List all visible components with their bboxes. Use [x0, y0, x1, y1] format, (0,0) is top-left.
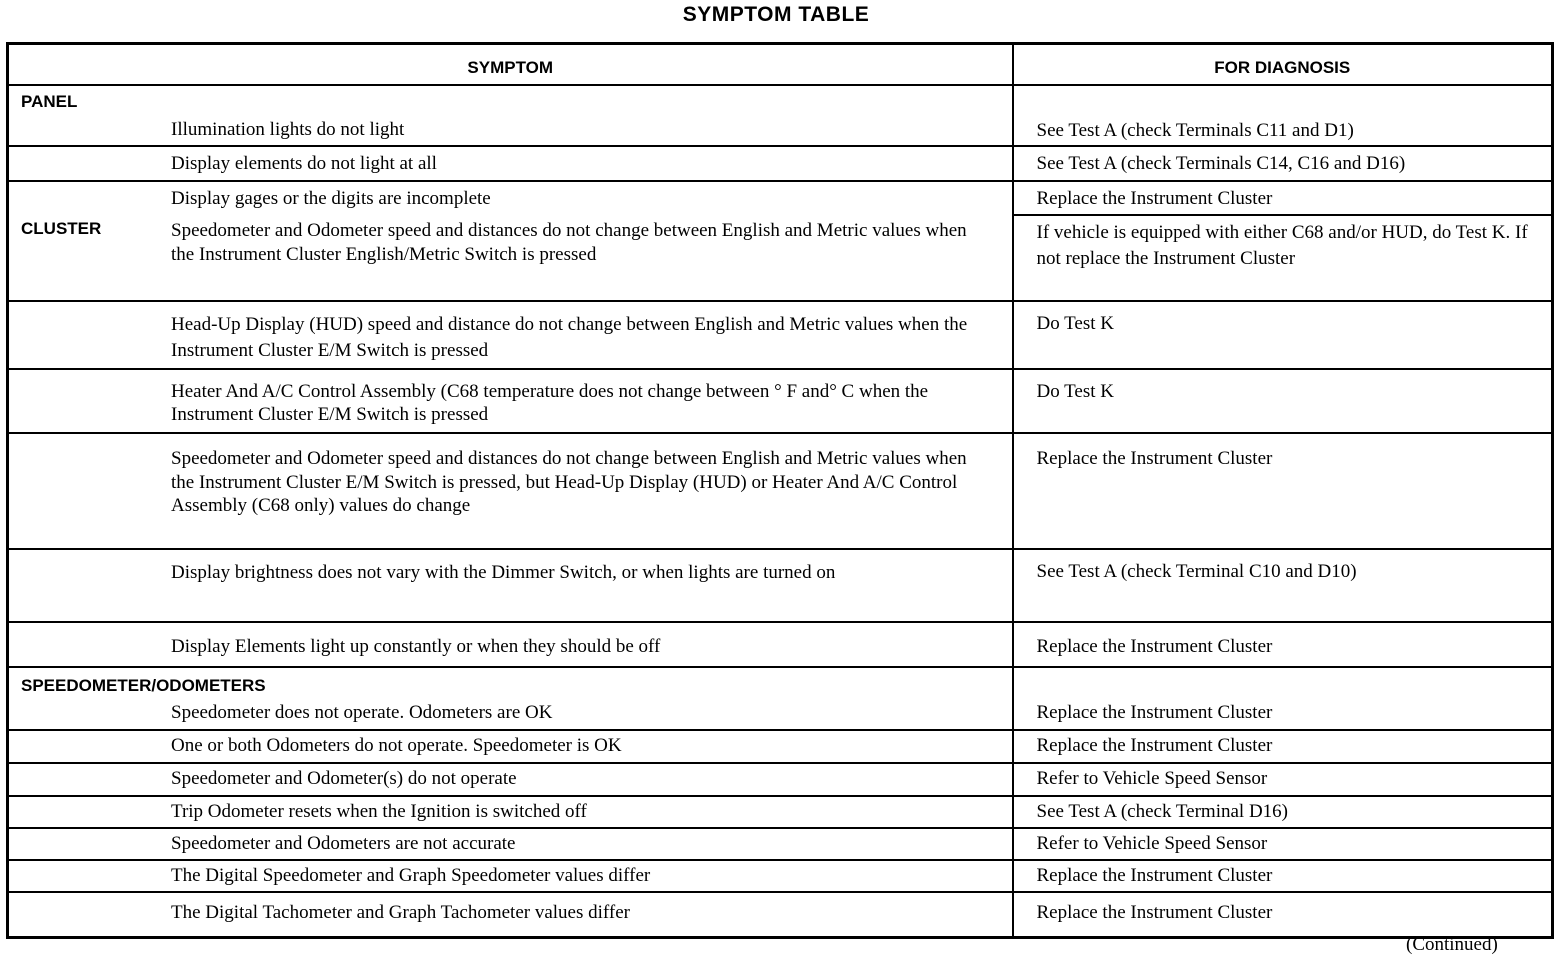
diagnosis-text: See Test A (check Terminals C11 and D1) [1036, 120, 1354, 141]
diagnosis-text: Do Test K [1036, 381, 1114, 402]
page-title: SYMPTOM TABLE [682, 3, 870, 26]
diagnosis-cell [1013, 828, 1553, 860]
symptom-text: Display brightness does not vary with the Dimmer Switch, or when lights are turned on [171, 562, 836, 583]
table-row [8, 667, 1553, 730]
symptom-text: Speedometer and Odometer speed and distances do not change between English and Metric values when the Instrument Cluster English/Metric Switch is pressed [171, 220, 967, 265]
diagnosis-cell [1013, 622, 1553, 667]
symptom-text: One or both Odometers do not operate. Speedometer is OK [171, 735, 622, 756]
diagnosis-cell [1013, 892, 1553, 937]
symptom-cell [8, 667, 1013, 730]
table-row [8, 181, 1553, 215]
symptom-cell [8, 730, 1013, 763]
diagnosis-text: Replace the Instrument Cluster [1036, 636, 1273, 657]
table-row [8, 369, 1553, 433]
table-row [8, 85, 1553, 146]
table-row [8, 892, 1553, 937]
diagnosis-cell [1013, 433, 1553, 549]
symptom-text: Display elements do not light at all [171, 153, 437, 174]
symptom-text: Illumination lights do not light [171, 119, 405, 140]
category-label-cluster: CLUSTER [21, 219, 102, 238]
diagnosis-cell [1013, 301, 1553, 369]
diagnosis-cell [1013, 369, 1553, 433]
diagnosis-cell [1013, 146, 1553, 181]
symptom-text: Display Elements light up constantly or when they should be off [171, 636, 661, 657]
symptom-text: Head-Up Display (HUD) speed and distance do not change between English and Metric values when the Instrument Cluster E/M Switch is pressed [171, 314, 968, 361]
diagnosis-column-header: FOR DIAGNOSIS [1013, 44, 1553, 86]
diagnosis-text: Replace the Instrument Cluster [1036, 188, 1273, 209]
symptom-cell [8, 301, 1013, 369]
table-row [8, 730, 1553, 763]
table-row [8, 433, 1553, 549]
diagnosis-cell [1013, 215, 1553, 301]
table-row [8, 828, 1553, 860]
continued-note: (Continued) [1406, 934, 1498, 955]
diagnosis-text: Refer to Vehicle Speed Sensor [1036, 833, 1268, 854]
table-row [8, 146, 1553, 181]
table-row [8, 301, 1553, 369]
diagnosis-text: Replace the Instrument Cluster [1036, 735, 1273, 756]
diagnosis-cell [1013, 667, 1553, 730]
diagnosis-text: See Test A (check Terminal C10 and D10) [1036, 561, 1357, 582]
symptom-text: Speedometer and Odometer(s) do not operate [171, 768, 517, 789]
diagnosis-text: See Test A (check Terminal D16) [1036, 801, 1288, 822]
diagnosis-text: If vehicle is equipped with either C68 and/or HUD, do Test K. If not replace the Instrument Cluster [1036, 222, 1528, 269]
diagnosis-text: Replace the Instrument Cluster [1036, 702, 1273, 723]
symptom-cell [8, 828, 1013, 860]
diagnosis-text: Refer to Vehicle Speed Sensor [1036, 768, 1268, 789]
category-label-panel: PANEL [21, 92, 78, 111]
symptom-cell [8, 622, 1013, 667]
table-row [8, 622, 1553, 667]
symptom-cell [8, 369, 1013, 433]
symptom-cell [8, 85, 1013, 146]
symptom-cell [8, 860, 1013, 892]
symptom-table [6, 42, 1554, 939]
diagnosis-cell [1013, 860, 1553, 892]
symptom-cell [8, 796, 1013, 828]
symptom-cell [8, 549, 1013, 622]
table-header-row [8, 44, 1553, 86]
symptom-text: The Digital Tachometer and Graph Tachometer values differ [171, 902, 630, 923]
symptom-cell [8, 433, 1013, 549]
diagnosis-text: Replace the Instrument Cluster [1036, 902, 1273, 923]
symptom-cell [8, 181, 1013, 215]
diagnosis-cell [1013, 85, 1553, 146]
symptom-cell [8, 215, 1013, 301]
symptom-cell [8, 892, 1013, 937]
diagnosis-text: See Test A (check Terminals C14, C16 and D16) [1036, 153, 1406, 174]
table-row [8, 860, 1553, 892]
symptom-cell [8, 146, 1013, 181]
symptom-column-header: SYMPTOM [8, 44, 1013, 86]
diagnosis-text: Replace the Instrument Cluster [1036, 865, 1273, 886]
diagnosis-text: Replace the Instrument Cluster [1036, 448, 1273, 469]
symptom-text: Display gages or the digits are incomplete [171, 188, 491, 209]
symptom-text: The Digital Speedometer and Graph Speedometer values differ [171, 865, 651, 886]
table-row [8, 763, 1553, 796]
symptom-text: Speedometer and Odometer speed and distances do not change between English and Metric values when the Instrument Cluster E/M Switch is pressed, but Head-Up Display (HUD) or Heater And A/C Control Assembly (C68 only) values do change [171, 448, 967, 516]
diagnosis-cell [1013, 763, 1553, 796]
category-label-speedometer-odometers: SPEEDOMETER/ODOMETERS [21, 676, 266, 695]
diagnosis-text: Do Test K [1036, 313, 1114, 334]
table-row [8, 549, 1553, 622]
diagnosis-cell [1013, 796, 1553, 828]
symptom-text: Speedometer and Odometers are not accurate [171, 833, 516, 854]
diagnosis-cell [1013, 181, 1553, 215]
symptom-text: Trip Odometer resets when the Ignition is switched off [171, 801, 587, 822]
symptom-cell [8, 763, 1013, 796]
diagnosis-cell [1013, 730, 1553, 763]
symptom-text: Speedometer does not operate. Odometers are OK [171, 702, 553, 723]
table-row [8, 215, 1553, 301]
table-row [8, 796, 1553, 828]
diagnosis-cell [1013, 549, 1553, 622]
symptom-text: Heater And A/C Control Assembly (C68 temperature does not change between ° F and° C when the Instrument Cluster E/M Switch is pressed [171, 381, 929, 425]
